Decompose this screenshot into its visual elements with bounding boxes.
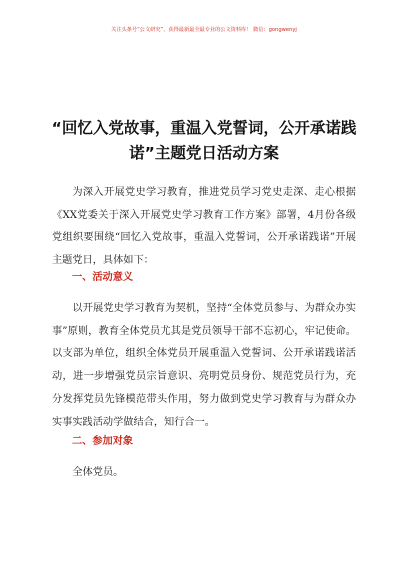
section-body-participants: 全体党员。 bbox=[72, 467, 124, 478]
section-heading-participants: 二、参加对象 bbox=[72, 436, 134, 447]
document-title: “回忆入党故事，重温入党誓词，公开承诺践诺”主题党日活动方案 bbox=[51, 119, 357, 162]
promo-notice: 关注头条号“公文研究”，获得最新最全最专业的公文资料库！ 微信：gongwenyj bbox=[111, 27, 297, 33]
intro-paragraph: 为深入开展党史学习教育，推进党员学习党史走深、走心根据《XX党委关于深入开展党史学习教育工作方案》部署，4月份各级党组织要围绕“回忆入党故事，重温入党誓词，公开承诺践诺”开展主题党日，具体如下： bbox=[52, 187, 356, 267]
section-body-significance: 以开展党史学习教育为契机，坚持“全体党员参与、为群众办实事”原则，教育全体党员尤其是党员领导干部不忘初心，牢记使命。以支部为单位，组织全体党员开展重温入党誓词、公开承诺践诺活动，进一步增强党员宗旨意识、亮明党员身份、规范党员行为，充分发挥党员先锋模范带头作用，努力做到党史学习教育与为群众办实事实践活动学做结合，知行合一。 bbox=[52, 303, 356, 428]
section-heading-significance: 一、活动意义 bbox=[72, 272, 134, 283]
